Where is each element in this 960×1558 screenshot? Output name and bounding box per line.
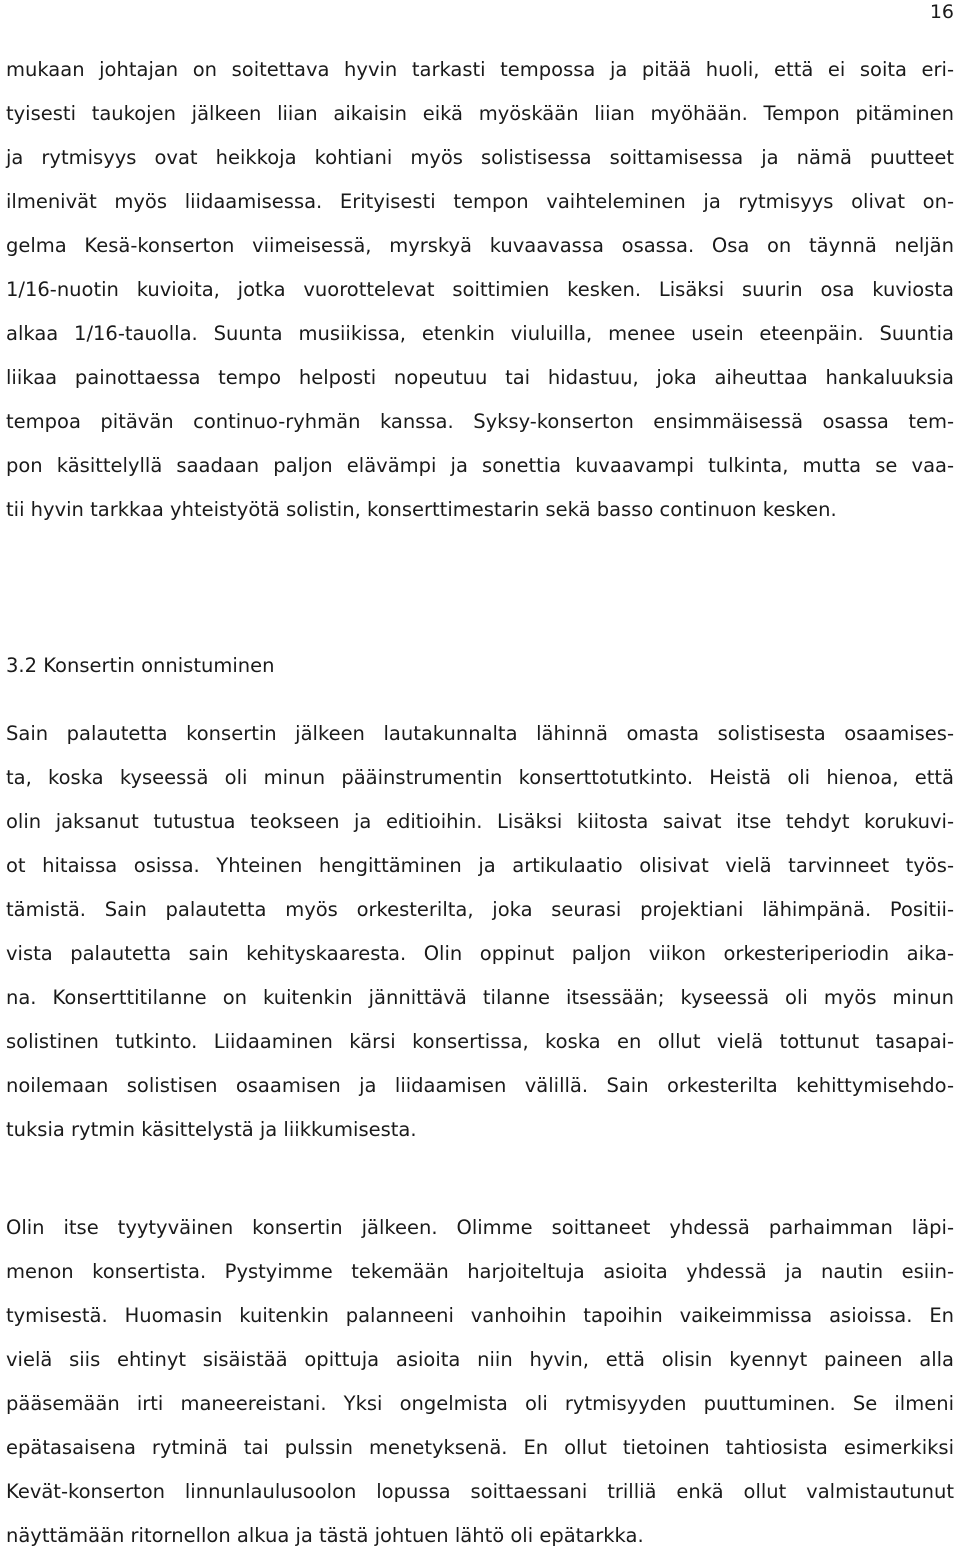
text-line: ta, koska kyseessä oli minun pääinstrumentin konserttotutkinto. Heistä oli hienoa, että: [6, 766, 954, 789]
text-line: Olin itse tyytyväinen konsertin jälkeen. Olimme soittaneet yhdessä parhaimman läpi-: [6, 1216, 954, 1239]
text-line: tyisesti taukojen jälkeen liian aikaisin eikä myöskään liian myöhään. Tempon pitäminen: [6, 102, 954, 125]
text-line: noilemaan solistisen osaamisen ja liidaamisen välillä. Sain orkesterilta kehittymisehdo-: [6, 1074, 954, 1097]
paragraph-feedback: [6, 712, 954, 1152]
text-line: ilmenivät myös liidaamisessa. Erityisesti tempon vaihteleminen ja rytmisyys olivat on-: [6, 190, 954, 213]
text-line: Sain palautetta konsertin jälkeen lautakunnalta lähinnä omasta solistisesta osaamises-: [6, 722, 954, 745]
text-line: pon käsittelyllä saadaan paljon elävämpi ja sonettia kuvaavampi tulkinta, mutta se vaa-: [6, 454, 954, 477]
text-line: alkaa 1/16-tauolla. Suunta musiikissa, etenkin viuluilla, menee usein eteenpäin. Suuntia: [6, 322, 954, 345]
text-line: liikaa painottaessa tempo helposti nopeutuu tai hidastuu, joka aiheuttaa hankaluuksia: [6, 366, 954, 389]
paragraph-performance-tempo: [6, 48, 954, 532]
text-line: solistinen tutkinto. Liidaaminen kärsi konsertissa, koska en ollut vielä tottunut tasapai-: [6, 1030, 954, 1053]
paragraph-self-assessment: [6, 1206, 954, 1558]
text-line: vielä siis ehtinyt sisäistää opittuja asioita niin hyvin, että olisin kyennyt paineen alla: [6, 1348, 954, 1371]
section-heading: 3.2 Konsertin onnistuminen: [6, 654, 275, 677]
text-line: tymisestä. Huomasin kuitenkin palanneeni vanhoihin tapoihin vaikeimmissa asioissa. En: [6, 1304, 954, 1327]
text-line: mukaan johtajan on soitettava hyvin tarkasti tempossa ja pitää huoli, että ei soita eri-: [6, 58, 954, 81]
text-line: gelma Kesä-konserton viimeisessä, myrskyä kuvaavassa osassa. Osa on täynnä neljän: [6, 234, 954, 257]
text-line: ot hitaissa osissa. Yhteinen hengittäminen ja artikulaatio olisivat vielä tarvinneet työs-: [6, 854, 954, 877]
text-line: tuksia rytmin käsittelystä ja liikkumisesta.: [6, 1118, 417, 1141]
text-line: vista palautetta sain kehityskaaresta. Olin oppinut paljon viikon orkesteriperiodin aika-: [6, 942, 954, 965]
text-line: olin jaksanut tutustua teokseen ja editioihin. Lisäksi kiitosta saivat itse tehdyt korukuvi-: [6, 810, 954, 833]
text-line: tämistä. Sain palautetta myös orkesterilta, joka seurasi projektiani lähimpänä. Positii-: [6, 898, 954, 921]
text-line: menon konsertista. Pystyimme tekemään harjoiteltuja asioita yhdessä ja nautin esiin-: [6, 1260, 954, 1283]
text-line: na. Konserttitilanne on kuitenkin jännittävä tilanne itsessään; kyseessä oli myös minun: [6, 986, 954, 1009]
text-line: Kevät-konserton linnunlaulusoolon lopussa soittaessani trilliä enkä ollut valmistautunut: [6, 1480, 954, 1503]
text-line: epätasaisena rytminä tai pulssin menetyksenä. En ollut tietoinen tahtiosista esimerkiksi: [6, 1436, 954, 1459]
text-line: näyttämään ritornellon alkua ja tästä johtuen lähtö oli epätarkka.: [6, 1524, 644, 1547]
text-line: tempoa pitävän continuo-ryhmän kanssa. Syksy-konserton ensimmäisessä osassa tem-: [6, 410, 954, 433]
page-number: 16: [929, 1, 954, 23]
text-line: tii hyvin tarkkaa yhteistyötä solistin, konserttimestarin sekä basso continuon kesken.: [6, 498, 837, 521]
text-line: ja rytmisyys ovat heikkoja kohtiani myös solistisessa soittamisessa ja nämä puutteet: [6, 146, 954, 169]
text-line: 1/16-nuotin kuvioita, jotka vuorottelevat soittimien kesken. Lisäksi suurin osa kuviosta: [6, 278, 954, 301]
text-line: pääsemään irti maneereistani. Yksi ongelmista oli rytmisyyden puuttuminen. Se ilmeni: [6, 1392, 954, 1415]
